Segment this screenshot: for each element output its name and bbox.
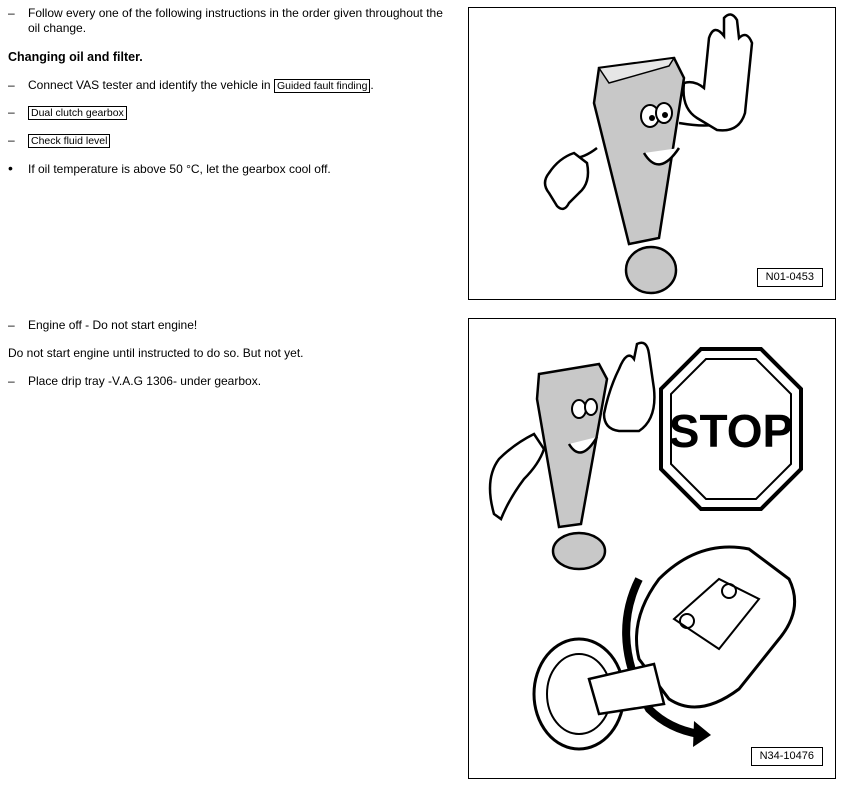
note-text: Do not start engine until instructed to do so. But not yet. <box>8 346 304 360</box>
figure-label: N01-0453 <box>757 268 823 287</box>
guided-fault-finding-link[interactable]: Guided fault finding <box>274 79 370 93</box>
stop-text: STOP <box>668 405 794 457</box>
step-marker: – <box>8 78 15 92</box>
step-marker: – <box>8 318 15 332</box>
dual-clutch-gearbox-link[interactable]: Dual clutch gearbox <box>28 106 127 120</box>
check-fluid-level-link[interactable]: Check fluid level <box>28 134 110 148</box>
step-text: Engine off - Do not start engine! <box>28 318 198 332</box>
step-text: Connect VAS tester and identify the vehicle in <box>28 78 271 92</box>
stop-sign-icon <box>469 319 835 778</box>
step-marker: – <box>8 133 15 147</box>
step-marker: – <box>8 374 15 388</box>
step-text: Follow every one of the following instructions in the order given throughout the oil change. <box>28 6 443 35</box>
section-heading: Changing oil and filter. <box>8 50 143 64</box>
warning-exclamation-icon <box>469 8 835 299</box>
figure-stop-engine <box>468 318 836 779</box>
step-marker: – <box>8 105 15 119</box>
step-marker: – <box>8 6 15 20</box>
step-text: Place drip tray -V.A.G 1306- under gearbox. <box>28 374 262 388</box>
step-text-after: . <box>370 78 374 92</box>
step-text: If oil temperature is above 50 °C, let the gearbox cool off. <box>28 162 331 176</box>
bullet-marker: • <box>8 160 13 176</box>
figure-label: N34-10476 <box>751 747 823 766</box>
figure-warning <box>468 7 836 300</box>
